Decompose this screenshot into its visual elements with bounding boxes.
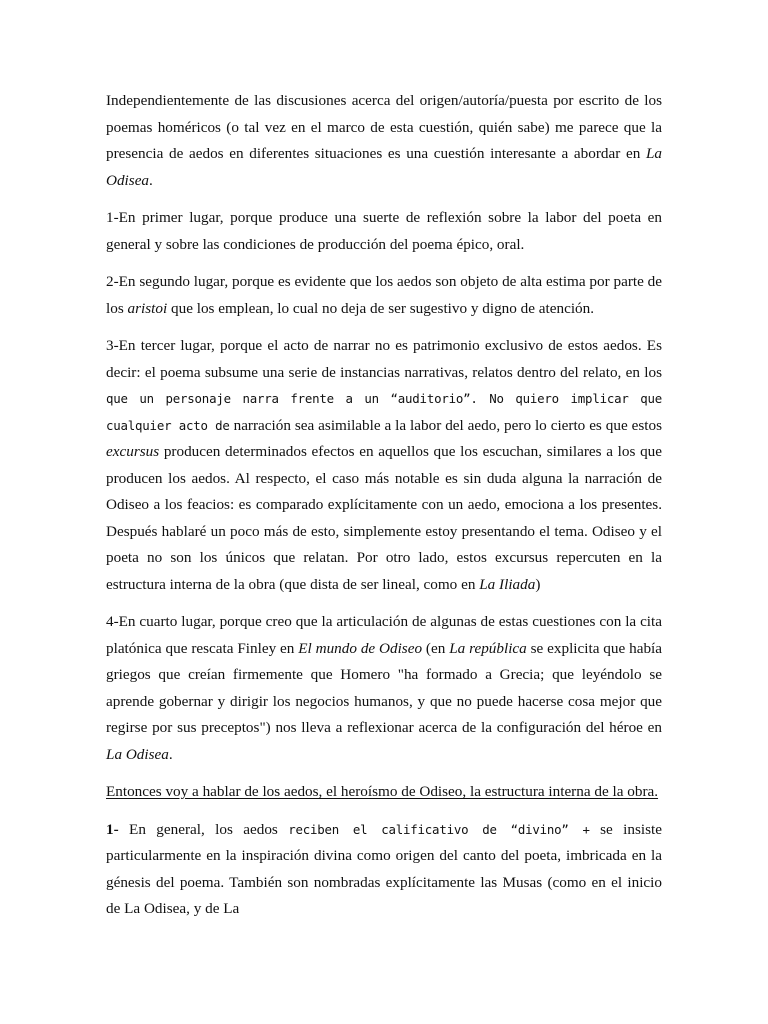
p4-text-d: .	[168, 745, 173, 763]
p4-republica-italic: La república	[449, 639, 527, 657]
p2-text-b: que los emplean, lo cual no deja de ser sugestivo y digno de atención.	[167, 299, 595, 317]
paragraph-5	[106, 817, 662, 923]
p5-hand-text: reciben el calificativo de “divino” +	[288, 821, 590, 837]
p4-text-c: se explicita que había griegos que creían firmemente que Homero "ha formado a Grecia; que leyéndolo se aprende gobernar y dirigir los negocios humanos, y que no puede hacerse cosa mejor que regirse por sus preceptos") nos lleva a reflexionar acerca de la configuración del héroe en	[106, 639, 662, 736]
p4-mundo-italic: El mundo de Odiseo	[298, 639, 423, 657]
p5-bold-number: 1-	[106, 820, 119, 838]
p3-text-b: narración sea asimilable a la labor del aedo, pero lo cierto es que estos	[229, 416, 662, 434]
intro-paragraph	[106, 88, 662, 194]
p3-text-c: producen determinados efectos en aquellos que los escuchan, similares a los que producen los aedos. Al respecto, el caso más notable es sin duda alguna la narración de Odiseo a los feacios: es comparado explícitamente con un aedo, emociona a los presentes. Después hablaré un poco más de esto, simplemente estoy presentando el tema. Odiseo y el poeta no son los únicos que relatan. Por otro lado, estos excursus repercuten en la estructura interna de la obra (que dista de ser lineal, como en	[106, 443, 662, 593]
document-body	[106, 88, 662, 934]
p3-iliada-italic: La Iliada	[479, 575, 536, 593]
section-heading-text: Entonces voy a hablar de los aedos, el heroísmo de Odiseo, la estructura interna de la obra.	[106, 783, 659, 800]
paragraph-1: 1-En primer lugar, porque produce una suerte de reflexión sobre la labor del poeta en general y sobre las condiciones de producción del poema épico, oral.	[106, 209, 662, 253]
p4-text-a: 4-En cuarto lugar, porque creo que la articulación de algunas de estas cuestiones con la cita platónica que rescata Finley en	[106, 613, 662, 657]
paragraph-2	[106, 269, 662, 322]
p3-text-a: 3-En tercer lugar, porque el acto de narrar no es patrimonio exclusivo de estos aedos. Es decir: el poema subsume una serie de instancias narrativas, relatos dentro del relato, en los	[106, 337, 662, 381]
intro-title-italic: La Odisea	[106, 145, 662, 189]
paragraph-3	[106, 333, 662, 598]
section-heading	[106, 779, 662, 806]
p2-text-a: 2-En segundo lugar, porque es evidente que los aedos son objeto de alta estima por parte de los	[106, 273, 662, 317]
paragraph-4	[106, 609, 662, 768]
p2-aristoi-italic: aristoi	[127, 299, 168, 317]
p3-text-d: )	[535, 575, 541, 593]
intro-end: .	[149, 171, 153, 189]
p4-text-b: (en	[422, 639, 450, 657]
intro-text: Independientemente de las discusiones acerca del origen/autoría/puesta por escrito de los poemas homéricos (o tal vez en el marco de esta cuestión, quién sabe) me parece que la presencia de aedos en diferentes situaciones es una cuestión interesante a abordar en	[106, 92, 662, 162]
p3-excursus-italic: excursus	[106, 443, 160, 460]
p5-text-b: se insiste particularmente en la inspiración divina como origen del canto del poeta, imbricada en la génesis del poema. También son nombradas explícitamente las Musas (como en el inicio de La Odisea, y de La	[106, 820, 662, 917]
p5-text-a: En general, los aedos	[118, 820, 289, 838]
p4-odisea-italic: La Odisea	[106, 745, 169, 763]
p3-hand-text: que un personaje narra frente a un “auditorio”. No quiero implicar que cualquier acto de	[106, 391, 662, 433]
